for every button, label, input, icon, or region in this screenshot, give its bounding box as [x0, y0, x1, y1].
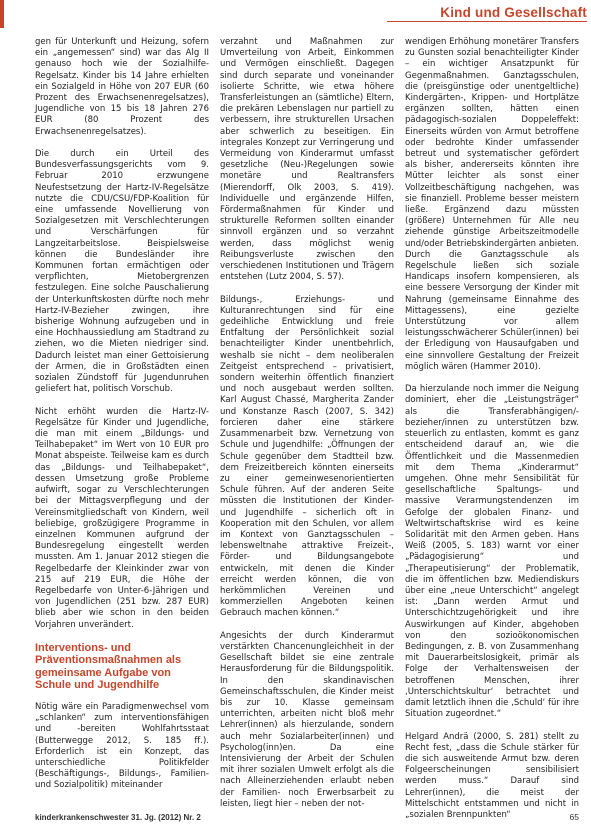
paragraph: Die durch ein Urteil des Bundesverfassungsgerichts vom 9. Februar 2010 erzwungene Neufestsetzung der Hartz-IV-Regelsätze nutzte die CDU/CSU/FDP-Koalition für eine umfassende Novellierung von Sozialgesetzen mit Verschlechterungen und Verschärfungen für Langzeitarbeitslose. Beispielsweise können die Bundesländer ihre Kommunen fortan ermächtigen oder verpflichten, Mietobergrenzen festzulegen. Eine solche Pauschalierung der Unterkunftskosten dürfte noch mehr Hartz-IV-Bezieher zwingen, ihre bisherige Wohnung aufzugeben und in eine Hochhaussiedlung am Stadtrand zu ziehen, wo die Mieten niedriger sind. Dadurch leistet man einer Gettoisierung der Armen, die in Großstädten einen sozialen Zündstoff für Jugendunruhen geliefert hat, politisch Vorschub. [35, 149, 209, 395]
paragraph: verzahnt und Maßnahmen zur Umverteilung von Arbeit, Einkommen und Vermögen einschließt. Dagegen sind durch separate und voneinander isolierte Schritte, wie etwa höhere Transferleistungen an (sämtliche) Eltern, die prekären Lebenslagen nur partiell zu verbessern, ihre strukturellen Ursachen aber schwerlich zu beseitigen. Ein integrales Konzept zur Verringerung und Vermeidung von Kinderarmut umfasst gesetzliche (Neu-)Regelungen sowie monetäre und Realtransfers (Mierendorff, Olk 2003, S. 419). Individuelle und ergänzende Hilfen, Fördermaßnahmen für Kinder und strukturelle Reformen sollten einander sinnvoll ergänzen und so verzahnt werden, dass möglichst wenig Reibungsverluste zwischen den verschiedenen Institutionen und Trägern entstehen (Lutz 2004, S. 57). [220, 37, 394, 283]
page-footer [35, 810, 579, 824]
paragraph: Bildungs-, Erziehungs- und Kulturanrechtungen sind für eine gedeihliche Entwicklung und freie Entfaltung der Persönlichkeit sozial benachteiligter Kinder unentbehrlich, weshalb sie nicht – dem neoliberalen Zeitgeist entsprechend – privatisiert, sondern weiterhin öffentlich finanziert und noch ausgebaut werden sollten. Karl August Chassé, Margherita Zander und Konstanze Rasch (2007, S. 342) forcieren daher eine stärkere Zusammenarbeit bzw. Vernetzung von Schule und Jugendhilfe: „Öffnungen der Schule gegenüber dem Stadtteil bzw. dem Freizeitbereich könnten einerseits zu einer gemeinwesenorientierten Schule führen. Auf der anderen Seite müssten die Institutionen der Kinder- und Jugendhilfe – sicherlich oft in Kooperation mit den Schulen, vor allem im Kontext von Ganztagsschulen – lebensweltnahe attraktive Freizeit-, Förder- und Bildungsangebote entwickeln, mit denen die Kinder erreicht werden können, die von herkömmlichen Vereinen und kommerziellen Angeboten keinen Gebrauch machen können.“ [220, 294, 394, 619]
paragraph: Helgard Andrä (2000, S. 281) stellt zu Recht fest, „dass die Schule stärker für die sich ausweitende Armut bzw. deren Folgeerscheinungen sensibilisiert werden muss.“ Darauf sind Lehrer(innen), die meist der Mittelschicht entstammen und nicht in „sozialen Brennpunkten“ [405, 731, 579, 820]
paragraph: Nicht erhöht wurden die Hartz-IV-Regelsätze für Kinder und Jugendliche, die man mit einem „Bildungs- und Teilhabepaket“ im Wert von 10 EUR pro Monat abspeiste. Teilweise kam es durch das „Bildungs- und Teilhabepaket“, dessen Umsetzung große Probleme aufwirft, sogar zu Verschlechterungen bei der Mittagsverpflegung und der Vereinsmitgliedschaft von Kindern, weil beliebige, großzügigere Programme in einzelnen Kommunen aufgrund der Bundesregelung eingestellt werden mussten. Am 1. Januar 2012 stiegen die Regelbedarfe der Kleinkinder zwar von 215 auf 219 EUR, die Höhe der Regelbedarfe von Unter-6-Jährigen und von Jugendlichen (251 bzw. 287 EUR) blieb aber wie schon in den beiden Vorjahren unverändert. [35, 406, 209, 630]
paragraph: gen für Unterkunft und Heizung, sofern ein „angemessen“ sind) war das Alg II genauso hoch wie der Sozialhilfe-Regelsatz. Kinder bis 14 Jahre erhielten ein Sozialgeld in Höhe von 207 EUR (60 Prozent des Erwachsenenregelsatzes), Jugendliche von 15 bis 18 Jahren 276 EUR (80 Prozent des Erwachsenenregelsatzes). [35, 37, 209, 137]
accent-bar [0, 0, 4, 28]
section-title: Kind und Gesellschaft [440, 4, 587, 20]
paragraph: Da hierzulande noch immer die Neigung dominiert, eher die „Leistungsträger“ als die Transferabhängigen/-bezieher/innen zu unterstützen bzw. steuerlich zu entlasten, kommt es ganz entscheidend darauf an, wie die Öffentlichkeit und die Massenmedien mit dem Thema „Kinderarmut“ umgehen. Ohne mehr Sensibilität für gesellschaftliche Spaltungs- und massive Verarmungstendenzen im Gefolge der globalen Finanz- und Weltwirtschaftskrise wird es keine Solidarität mit den Armen geben. Hans Weiß (2005, S. 183) warnt vor einer „Pädagogisierung“ und „Therapeutisierung“ der Problematik, die im öffentlichen bzw. Mediendiskurs über eine „neue Unterschicht“ angelegt ist: „Dann werden Armut und Unterschichtzugehörigkeit und ihre Auswirkungen auf Kinder, abgehoben von den sozioökonomischen Bedingungen, z. B. von Zusammenhang mit Dauerarbeitslosigkeit, primär als Folge der Verhaltensweisen der betroffenen Menschen, ihrer ‚Unterschichtskultur‘ betrachtet und damit letztlich ihnen die ‚Schuld‘ für ihre Situation zugeordnet.“ [405, 384, 579, 720]
journal-citation: kinderkrankenschwester 31. Jg. (2012) Nr. 2 [35, 812, 201, 822]
section-heading: Interventions- und Präventionsmaßnahmen als gemeinsame Aufgabe von Schule und Jugendhilfe [35, 641, 182, 692]
column-2 [220, 37, 394, 809]
running-header [387, 3, 587, 22]
paragraph: Angesichts der durch Kinderarmut verstärkten Chancenungleichheit in der Gesellschaft bildet sie eine zentrale Herausforderung für die Bildungspolitik. In den skandinavischen Gemeinschaftsschulen, die Kinder meist bis zur 10. Klasse gemeinsam unterrichten, arbeiten nicht bloß mehr Lehrer(innen) als hierzulande, sondern auch mehr Sozialarbeiter(innen) und Psycholog(inn)en. Da eine Intensivierung der Arbeit der Schulen mit ihrer sozialen Umwelt erfolgt als die nach Alleinerziehenden erlaubt neben der Familien- noch Erwerbsarbeit zu leisten, liegt hier – neben der not- [220, 630, 394, 809]
paragraph: wendigen Erhöhung monetärer Transfers zu Gunsten sozial benachteiligter Kinder – ein wichtiger Ansatzpunkt für Gegenmaßnahmen. Ganztagsschulen, die (preisgünstige oder unentgeltliche) Kindergärten-, Krippen- und Hortplätze ergänzen sollten, hätten einen pädagogisch-sozialen Doppeleffekt: Einerseits würden von Armut betroffene oder bedrohte Kinder umfassender betreut und systematischer gefördert als bisher, andererseits könnten ihre Mütter leichter als sonst einer Vollzeitbeschäftigung nachgehen, was sie finanziell. Probleme besser meistern ließe. Ergänzend dazu müssten (größere) Unternehmen für Alle neu ziehende günstige Arbeitszeitmodelle und/oder Betriebskindergärten anbieten. Durch die Ganztagsschule als Regelschule ließen sich soziale Handicaps insofern kompensieren, als eine bessere Versorgung der Kinder mit Nahrung (gemeinsame Einnahme des Mittagessens), eine gezielte Unterstützung vor allem leistungsschwächerer Schüler(innen) bei der Erledigung von Hausaufgaben und eine sinnvollere Gestaltung der Freizeit möglich wären (Hammer 2010). [405, 37, 579, 372]
page-number: 65 [569, 812, 579, 822]
column-1 [35, 37, 209, 805]
paragraph: Nötig wäre ein Paradigmenwechsel vom „schlanken“ zum interventionsfähigen und -bereiten Wohlfahrtsstaat (Butterwegge 2012, S. 185 ff.). Erforderlich ist ein Konzept, das unterschiedliche Politikfelder (Beschäftigungs-, Bildungs-, Familien- und Sozialpolitik) miteinander [35, 701, 209, 791]
